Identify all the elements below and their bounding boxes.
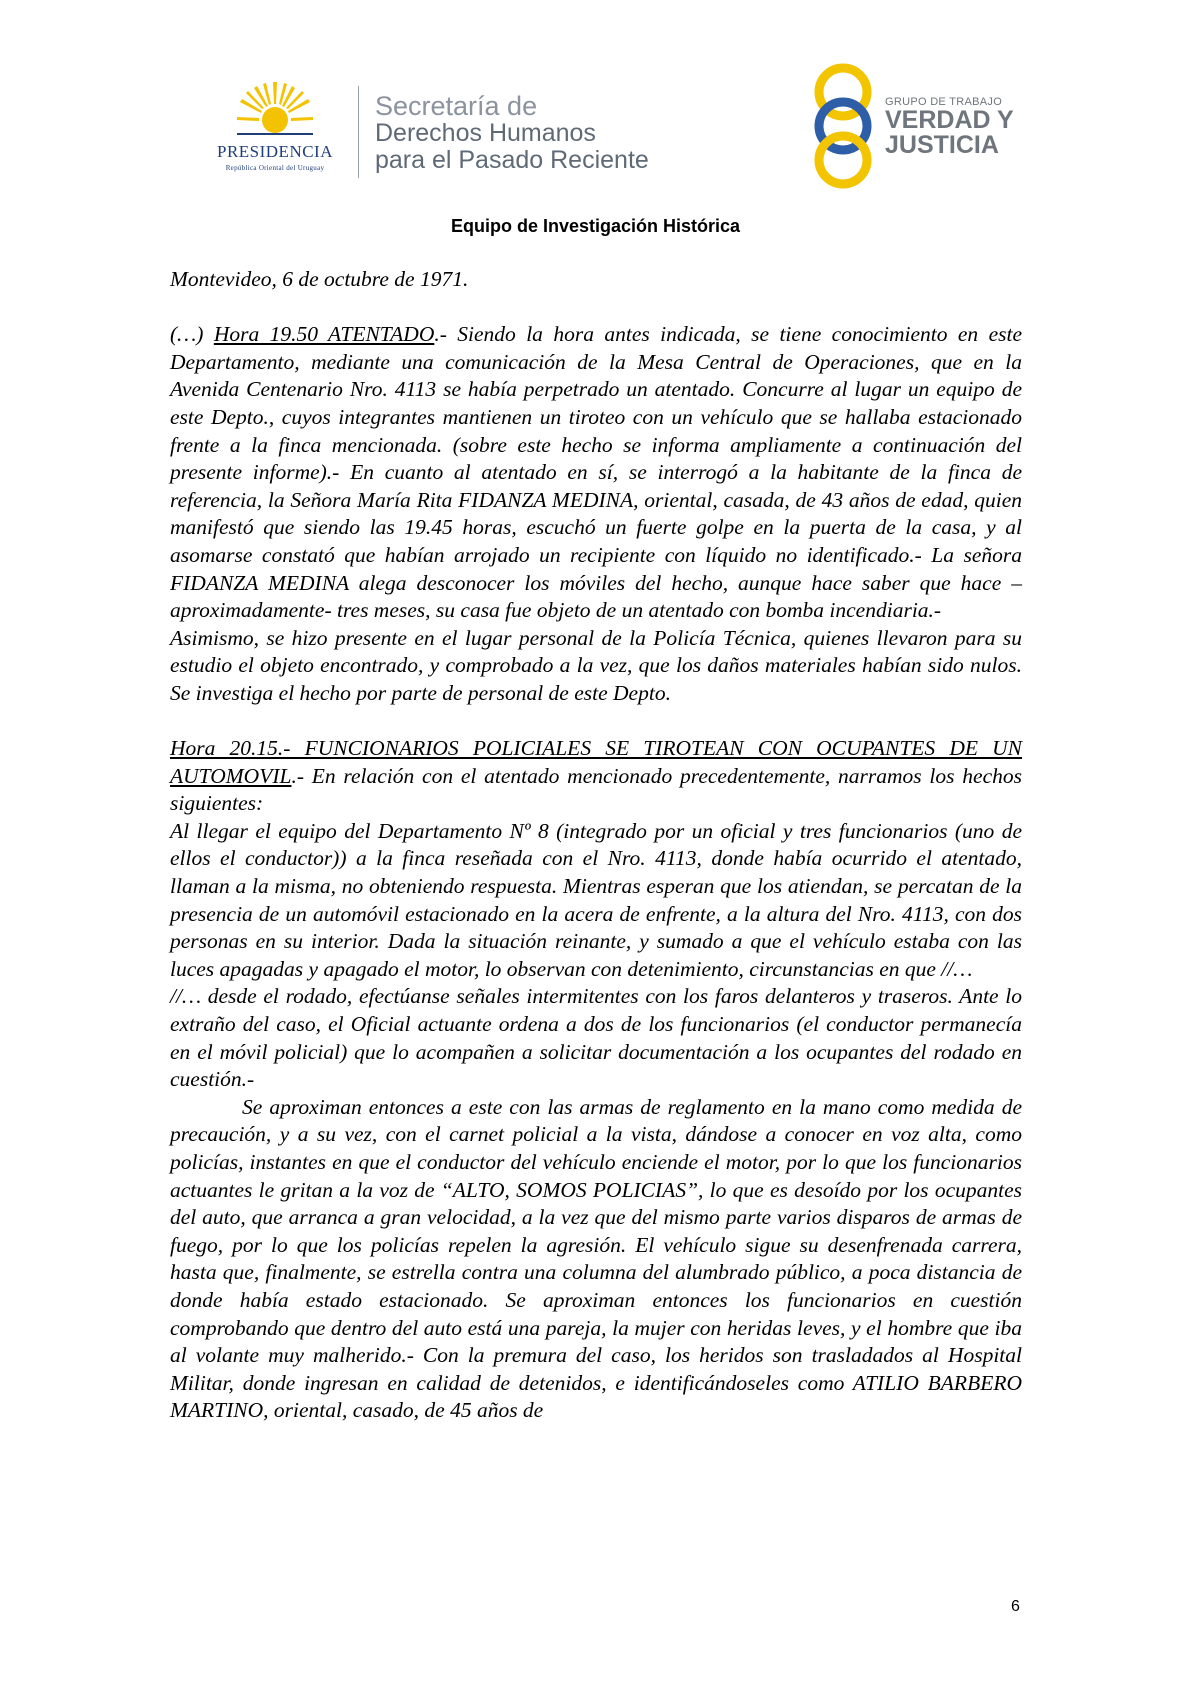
paragraph-1-text: .- Siendo la hora antes indicada, se tiene conocimiento en este Departamento, mediante una comunicación de la Mesa Central de Operaciones, que en la Avenida Centenario Nro. 4113 se había perpetrado un atentado. Concurre al lugar un equipo de este Depto., cuyos integrantes mantienen un tiroteo con un vehículo que se hallaba estacionado frente a la finca mencionada. (sobre este hecho se informa ampliamente a continuación del presente informe).- En cuanto al atentado en sí, se interrogó a la habitante de la finca de referencia, la Señora María Rita FIDANZA MEDINA, oriental, casada, de 43 años de edad, quien manifestó que siendo las 19.45 horas, escuchó un fuerte golpe en la puerta de la casa, y al asomarse constató que habían arrojado un recipiente con líquido no identificado.- La señora FIDANZA MEDINA alega desconocer los móviles del hecho, aunque hace saber que hace –aproximadamente- tres meses, su casa fue objeto de un atentado con bomba incendiaria.- bbox=[170, 322, 1022, 623]
paragraph-1-heading: Hora 19.50 ATENTADO bbox=[213, 322, 435, 347]
paragraph-6: Se aproximan entonces a este con las armas de reglamento en la mano como medida de precaución, y a su vez, con el carnet policial a la vista, dándose a conocer en voz alta, como policías, instantes en que el conductor del vehículo enciende el motor, por lo que los funcionarios actuantes le gritan a la voz de “ALTO, SOMOS POLICIAS”, lo que es desoído por los ocupantes del auto, que arranca a gran velocidad, a la vez que del mismo parte varios disparos de armas de fuego, por lo que los policías repelen la agresión. El vehículo sigue su desenfrenada carrera, hasta que, finalmente, se estrella contra una columna del alumbrado público, a poca distancia de donde había estado estacionado. Se aproximan entonces los funcionarios en cuestión comprobando que dentro del auto está una pareja, la mujer con heridas leves, y el hombre que iba al volante muy malherido.- Con la premura del caso, los heridos son trasladados al Hospital Militar, donde ingresan en calidad de detenidos, e identificándoseles como ATILIO BARBERO MARTINO, oriental, casado, de 45 años de bbox=[170, 1094, 1022, 1423]
document-subtitle: Equipo de Investigación Histórica bbox=[450, 216, 741, 236]
paragraph-3-text: .- En relación con el atentado mencionado precedentemente, narramos los hechos siguientes: bbox=[170, 763, 1022, 816]
header-divider bbox=[358, 86, 359, 178]
secretaria-line-3: para el Pasado Reciente bbox=[375, 146, 649, 174]
paragraph-4: Al llegar el equipo del Departamento Nº 8 (integrado por un oficial y tres funcionarios (uno de ellos el conductor)) a la finca reseñada con el Nro. 4113, donde había ocurrido el atentado, llaman a la misma, no obteniendo respuesta. Mientras esperan que los atiendan, se percatan de la presencia de un automóvil estacionado en la acera de enfrente, a la altura del Nro. 4113, con dos personas en su interior. Dada la situación reinante, y sumado a que el vehículo estaba con las luces apagadas y apagado el motor, lo observan con detenimiento, circunstancias en que //… bbox=[170, 818, 1022, 981]
secretaria-line-2: Derechos Humanos bbox=[375, 119, 596, 147]
paragraph-2: Asimismo, se hizo presente en el lugar personal de la Policía Técnica, quienes llevaron para su estudio el objeto encontrado, y comprobado a la vez, que los daños materiales habían sido nulos. Se investiga el hecho por parte de personal de este Depto. bbox=[170, 625, 1022, 705]
document-body bbox=[170, 266, 1022, 1425]
presidencia-logo bbox=[195, 80, 355, 180]
verdad-justicia-logo bbox=[805, 62, 1025, 190]
sun-icon bbox=[237, 80, 313, 142]
paragraph-gap bbox=[170, 708, 1022, 736]
paragraph-5: //… desde el rodado, efectúanse señales intermitentes con los faros delanteros y traseros. Ante lo extraño del caso, el Oficial actuante ordena a dos de los funcionarios (el conductor permanecía en el móvil policial) que lo acompañen a solicitar documentación a los ocupantes del rodado en cuestión.- bbox=[170, 984, 1022, 1092]
paragraph-1 bbox=[170, 321, 1022, 625]
page-header bbox=[0, 0, 1191, 200]
verdad-justicia-text bbox=[885, 96, 1014, 158]
grupo-line-1: GRUPO DE TRABAJO bbox=[885, 96, 1003, 108]
secretaria-line-1: Secretaría de bbox=[375, 91, 538, 121]
paragraph-3 bbox=[170, 735, 1022, 818]
grupo-line-2: VERDAD Y bbox=[885, 106, 1014, 134]
paragraph-1-prefix: (…) bbox=[170, 322, 214, 347]
date-line: Montevideo, 6 de octubre de 1971. bbox=[170, 267, 469, 291]
linked-rings-icon bbox=[805, 62, 881, 190]
paragraph-gap bbox=[170, 294, 1022, 322]
secretaria-logo-text bbox=[375, 92, 649, 174]
paragraph-3-heading: Hora 20.15.- FUNCIONARIOS POLICIALES SE TIROTEAN CON OCUPANTES DE UN AUTOMOVIL bbox=[170, 736, 1022, 788]
grupo-line-3: JUSTICIA bbox=[885, 131, 999, 159]
presidencia-subtitle: República Oriental del Uruguay bbox=[225, 164, 325, 172]
presidencia-name: PRESIDENCIA bbox=[216, 142, 333, 161]
page-number: 6 bbox=[1011, 1598, 1020, 1615]
